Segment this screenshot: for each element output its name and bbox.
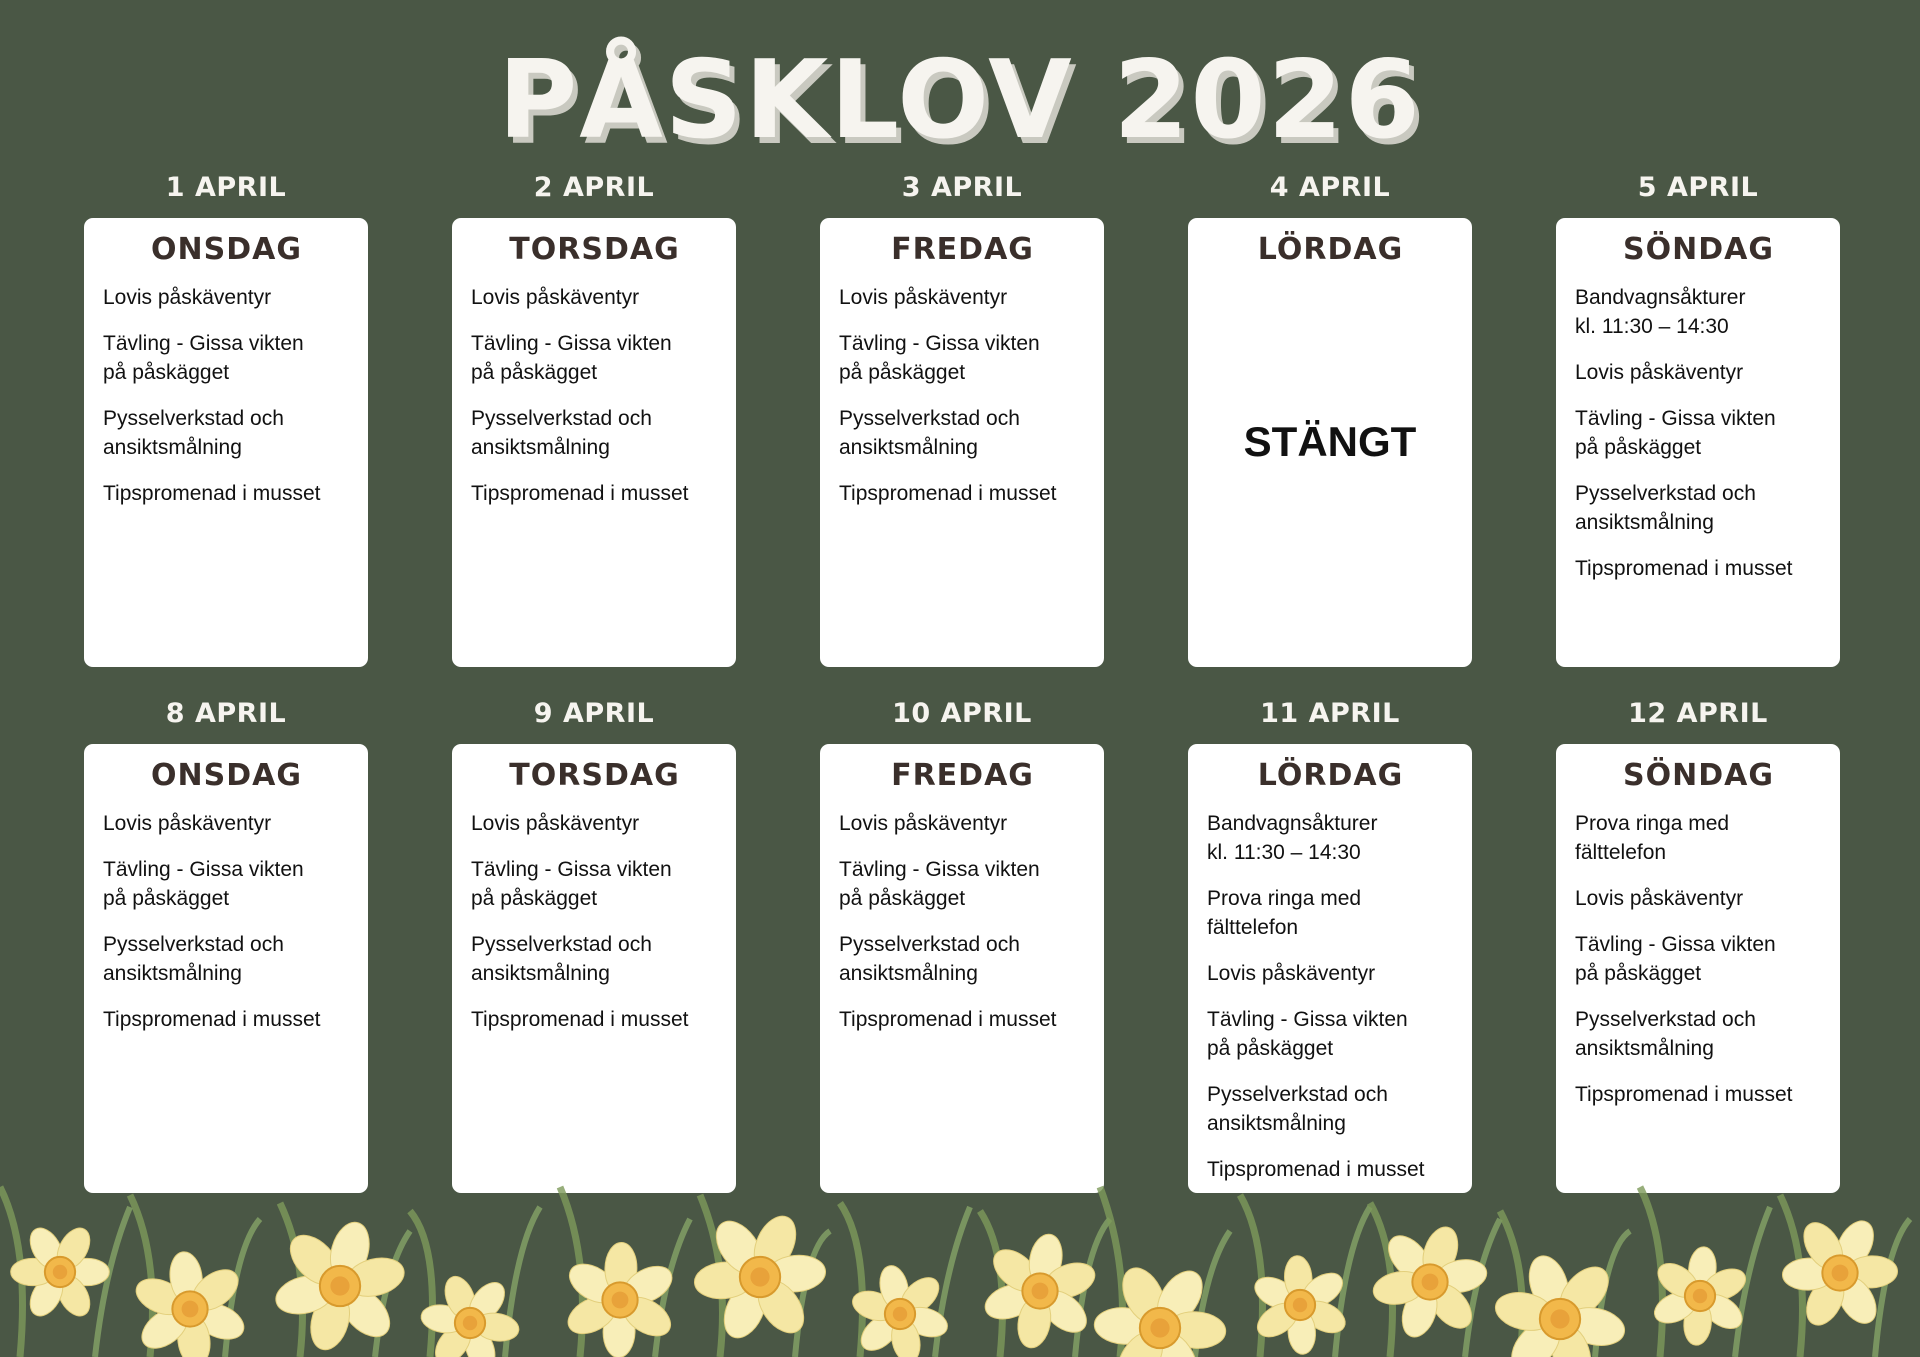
activity-item: Tipspromenad i musset xyxy=(1207,1158,1425,1181)
activity-list xyxy=(1575,283,1822,583)
activity-item: Tipspromenad i musset xyxy=(839,1008,1057,1031)
day-card xyxy=(452,218,736,667)
activity-item: Prova ringa med fälttelefon xyxy=(1575,812,1730,864)
activity-list xyxy=(1575,809,1822,1109)
activity-item: Bandvagnsåkturer kl. 11:30 – 14:30 xyxy=(1207,812,1378,864)
closed-notice: STÄNGT xyxy=(1243,418,1417,465)
daffodil-border-decoration xyxy=(0,1167,1920,1357)
day-card xyxy=(1188,218,1472,667)
activity-list xyxy=(1207,809,1454,1184)
date-label: 12 APRIL xyxy=(1628,698,1768,729)
activity-item: Tävling - Gissa vikten på påskägget xyxy=(1207,1008,1408,1060)
weekday-heading: FREDAG xyxy=(891,758,1034,793)
day-column xyxy=(1188,694,1472,1193)
activity-item: Tipspromenad i musset xyxy=(1575,557,1793,580)
activity-item: Tävling - Gissa vikten på påskägget xyxy=(839,858,1040,910)
activity-item: Pysselverkstad och ansiktsmålning xyxy=(839,933,1020,985)
activity-item: Lovis påskäventyr xyxy=(839,812,1008,835)
day-card xyxy=(820,744,1104,1193)
activity-item: Pysselverkstad och ansiktsmålning xyxy=(103,407,284,459)
activity-item: Pysselverkstad och ansiktsmålning xyxy=(839,407,1020,459)
activity-item: Tipspromenad i musset xyxy=(103,482,321,505)
activity-item: Lovis påskäventyr xyxy=(471,812,640,835)
activity-list xyxy=(103,809,350,1034)
day-card xyxy=(820,218,1104,667)
weekday-heading: LÖRDAG xyxy=(1257,758,1404,793)
page-title: PÅSKLOV 2026 xyxy=(498,38,1422,163)
activity-item: Pysselverkstad och ansiktsmålning xyxy=(103,933,284,985)
weekday-heading: LÖRDAG xyxy=(1257,232,1404,267)
day-column xyxy=(820,168,1104,667)
day-card xyxy=(1556,744,1840,1193)
activity-item: Prova ringa med fälttelefon xyxy=(1207,887,1362,939)
date-label: 2 APRIL xyxy=(533,172,655,203)
day-card xyxy=(452,744,736,1193)
activity-item: Pysselverkstad och ansiktsmålning xyxy=(1575,482,1756,534)
activity-item: Tävling - Gissa vikten på påskägget xyxy=(1575,407,1776,459)
day-column xyxy=(84,694,368,1193)
day-column xyxy=(84,168,368,667)
activity-list xyxy=(471,283,718,508)
activity-item: Pysselverkstad och ansiktsmålning xyxy=(1575,1008,1756,1060)
activity-item: Lovis påskäventyr xyxy=(1575,887,1744,910)
day-card xyxy=(84,744,368,1193)
date-label: 1 APRIL xyxy=(165,172,287,203)
day-column xyxy=(452,168,736,667)
weekday-heading: SÖNDAG xyxy=(1623,758,1774,793)
activity-item: Tävling - Gissa vikten på påskägget xyxy=(1575,933,1776,985)
date-label: 8 APRIL xyxy=(165,698,287,729)
date-label: 9 APRIL xyxy=(533,698,655,729)
activity-item: Lovis påskäventyr xyxy=(471,286,640,309)
activity-item: Lovis påskäventyr xyxy=(1575,361,1744,384)
weekday-heading: TORSDAG xyxy=(509,758,680,793)
date-label: 3 APRIL xyxy=(901,172,1023,203)
weekday-heading: TORSDAG xyxy=(509,232,680,267)
activity-item: Lovis påskäventyr xyxy=(103,286,272,309)
weekday-heading: FREDAG xyxy=(891,232,1034,267)
day-column xyxy=(1556,168,1840,667)
activity-item: Pysselverkstad och ansiktsmålning xyxy=(1207,1083,1388,1135)
activity-item: Tävling - Gissa vikten på påskägget xyxy=(103,332,304,384)
activity-item: Tävling - Gissa vikten på påskägget xyxy=(471,332,672,384)
activity-list xyxy=(839,809,1086,1034)
activity-item: Pysselverkstad och ansiktsmålning xyxy=(471,933,652,985)
day-column xyxy=(1188,168,1472,667)
day-card xyxy=(84,218,368,667)
activity-item: Tävling - Gissa vikten på påskägget xyxy=(839,332,1040,384)
activity-item: Tipspromenad i musset xyxy=(471,482,689,505)
date-label: 10 APRIL xyxy=(892,698,1032,729)
activity-list xyxy=(103,283,350,508)
activity-item: Lovis påskäventyr xyxy=(103,812,272,835)
date-label: 4 APRIL xyxy=(1269,172,1391,203)
activity-item: Lovis påskäventyr xyxy=(839,286,1008,309)
date-label: 5 APRIL xyxy=(1637,172,1759,203)
activity-item: Bandvagnsåkturer kl. 11:30 – 14:30 xyxy=(1575,286,1746,338)
weekday-heading: ONSDAG xyxy=(151,758,302,793)
activity-list xyxy=(471,809,718,1034)
day-column xyxy=(452,694,736,1193)
date-label: 11 APRIL xyxy=(1260,698,1400,729)
day-column xyxy=(1556,694,1840,1193)
weekday-heading: SÖNDAG xyxy=(1623,232,1774,267)
day-card xyxy=(1556,218,1840,667)
week-2-row xyxy=(84,694,1840,1193)
activity-item: Tävling - Gissa vikten på påskägget xyxy=(103,858,304,910)
weekday-heading: ONSDAG xyxy=(151,232,302,267)
day-card xyxy=(1188,744,1472,1193)
activity-item: Tipspromenad i musset xyxy=(839,482,1057,505)
activity-item: Tipspromenad i musset xyxy=(1575,1083,1793,1106)
activity-list xyxy=(839,283,1086,508)
activity-item: Tävling - Gissa vikten på påskägget xyxy=(471,858,672,910)
activity-item: Lovis påskäventyr xyxy=(1207,962,1376,985)
activity-item: Tipspromenad i musset xyxy=(471,1008,689,1031)
week-1-row xyxy=(84,168,1840,667)
day-column xyxy=(820,694,1104,1193)
activity-item: Tipspromenad i musset xyxy=(103,1008,321,1031)
activity-item: Pysselverkstad och ansiktsmålning xyxy=(471,407,652,459)
